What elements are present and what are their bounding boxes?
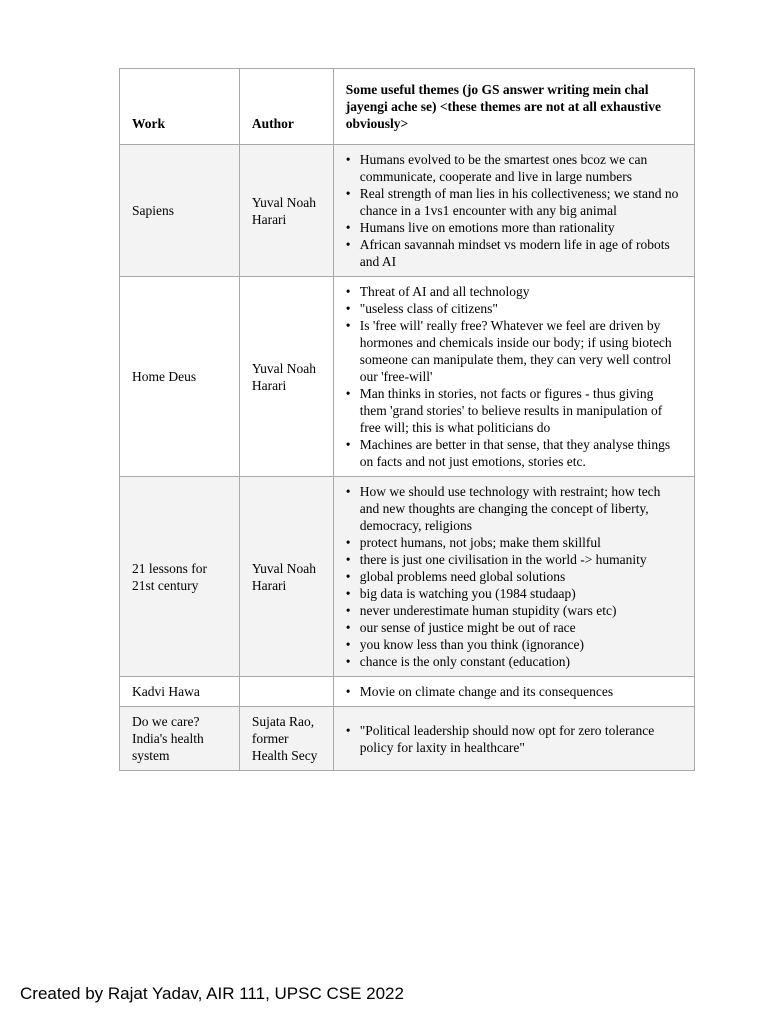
cell-themes (333, 145, 694, 277)
theme-item: • Is 'free will' really free? Whatever we feel are driven by hormones and chemicals inside our body; if using biotech someone can manipulate them, they can very well control our 'free-will' (360, 317, 682, 385)
cell-work: Sapiens (120, 145, 240, 277)
cell-author: Sujata Rao, former Health Secy (239, 707, 333, 771)
theme-item: • Real strength of man lies in his collectiveness; we stand no chance in a 1vs1 encounter with any big animal (360, 185, 682, 219)
theme-item: • African savannah mindset vs modern life in age of robots and AI (360, 236, 682, 270)
cell-author (239, 677, 333, 707)
cell-author: Yuval Noah Harari (239, 477, 333, 677)
table-row (120, 677, 695, 707)
cell-work: Kadvi Hawa (120, 677, 240, 707)
theme-item: • Machines are better in that sense, that they analyse things on facts and not just emotions, stories etc. (360, 436, 682, 470)
table-row (120, 145, 695, 277)
theme-item: • Humans live on emotions more than rationality (360, 219, 682, 236)
themes-list (346, 283, 682, 470)
theme-item: • protect humans, not jobs; make them skillful (360, 534, 682, 551)
theme-item: • global problems need global solutions (360, 568, 682, 585)
theme-item: • "useless class of citizens" (360, 300, 682, 317)
theme-item: • you know less than you think (ignorance) (360, 636, 682, 653)
theme-item: • Movie on climate change and its consequences (360, 683, 682, 700)
theme-item: • "Political leadership should now opt for zero tolerance policy for laxity in healthcare" (360, 722, 682, 756)
table-row (120, 707, 695, 771)
footer-credit: Created by Rajat Yadav, AIR 111, UPSC CSE 2022 (20, 984, 404, 1003)
header-themes: Some useful themes (jo GS answer writing mein chal jayengi ache se) <these themes are not at all exhaustive obviously> (333, 69, 694, 145)
table-row (120, 477, 695, 677)
cell-author: Yuval Noah Harari (239, 277, 333, 477)
cell-author: Yuval Noah Harari (239, 145, 333, 277)
theme-item: • big data is watching you (1984 studaap) (360, 585, 682, 602)
cell-themes (333, 477, 694, 677)
theme-item: • chance is the only constant (education) (360, 653, 682, 670)
theme-item: • Threat of AI and all technology (360, 283, 682, 300)
theme-item: • there is just one civilisation in the world -> humanity (360, 551, 682, 568)
cell-work: Home Deus (120, 277, 240, 477)
theme-item: • How we should use technology with restraint; how tech and new thoughts are changing the concept of liberty, democracy, religions (360, 483, 682, 534)
theme-item: • our sense of justice might be out of race (360, 619, 682, 636)
theme-item: • Humans evolved to be the smartest ones bcoz we can communicate, cooperate and live in large numbers (360, 151, 682, 185)
header-author: Author (239, 69, 333, 145)
table-body (120, 145, 695, 771)
cell-themes (333, 277, 694, 477)
books-table (119, 68, 695, 771)
table-header-row (120, 69, 695, 145)
themes-list (346, 722, 682, 756)
cell-themes (333, 707, 694, 771)
cell-themes (333, 677, 694, 707)
themes-list (346, 151, 682, 270)
cell-work: 21 lessons for 21st century (120, 477, 240, 677)
cell-work: Do we care? India's health system (120, 707, 240, 771)
header-work: Work (120, 69, 240, 145)
themes-list (346, 683, 682, 700)
theme-item: • never underestimate human stupidity (wars etc) (360, 602, 682, 619)
table-row (120, 277, 695, 477)
themes-list (346, 483, 682, 670)
theme-item: • Man thinks in stories, not facts or figures - thus giving them 'grand stories' to believe results in manipulation of free will; this is what politicians do (360, 385, 682, 436)
